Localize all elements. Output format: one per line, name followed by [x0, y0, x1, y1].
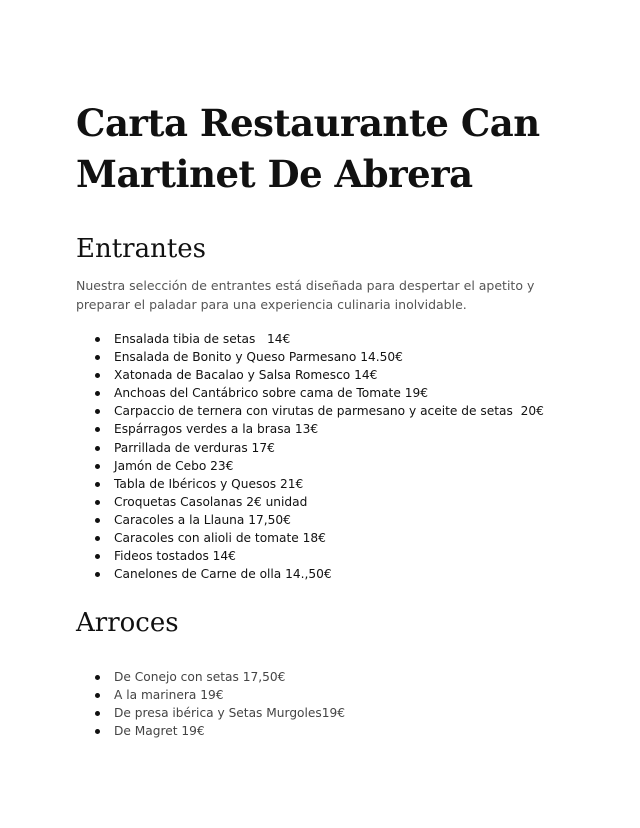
list-item: Ensalada tibia de setas 14€ — [94, 330, 584, 348]
list-item: Fideos tostados 14€ — [94, 547, 584, 565]
list-item: Croquetas Casolanas 2€ unidad — [94, 493, 584, 511]
list-item: De Magret 19€ — [94, 722, 584, 740]
list-item: Caracoles a la Llauna 17,50€ — [94, 511, 584, 529]
page-title: Carta Restaurante Can Martinet De Abrera — [76, 101, 540, 196]
list-item: De presa ibérica y Setas Murgoles19€ — [94, 704, 584, 722]
list-item: A la marinera 19€ — [94, 686, 584, 704]
section-intro-entrantes: Nuestra selección de entrantes está diseñada para despertar el apetito y preparar el paladar para una experiencia culinaria inolvidable. — [76, 278, 535, 312]
menu-list-entrantes — [94, 330, 584, 583]
list-item: Tabla de Ibéricos y Quesos 21€ — [94, 475, 584, 493]
list-item: Xatonada de Bacalao y Salsa Romesco 14€ — [94, 366, 584, 384]
list-item: Espárragos verdes a la brasa 13€ — [94, 420, 584, 438]
list-item: Jamón de Cebo 23€ — [94, 457, 584, 475]
list-item: Anchoas del Cantábrico sobre cama de Tomate 19€ — [94, 384, 584, 402]
list-item: Ensalada de Bonito y Queso Parmesano 14.50€ — [94, 348, 584, 366]
section-heading-entrantes: Entrantes — [76, 234, 207, 264]
list-item: Carpaccio de ternera con virutas de parmesano y aceite de setas 20€ — [94, 402, 584, 420]
list-item: Parrillada de verduras 17€ — [94, 439, 584, 457]
list-item: Caracoles con alioli de tomate 18€ — [94, 529, 584, 547]
menu-list-arroces — [94, 668, 584, 740]
list-item: Canelones de Carne de olla 14.,50€ — [94, 565, 584, 583]
section-heading-arroces: Arroces — [76, 608, 179, 638]
list-item: De Conejo con setas 17,50€ — [94, 668, 584, 686]
